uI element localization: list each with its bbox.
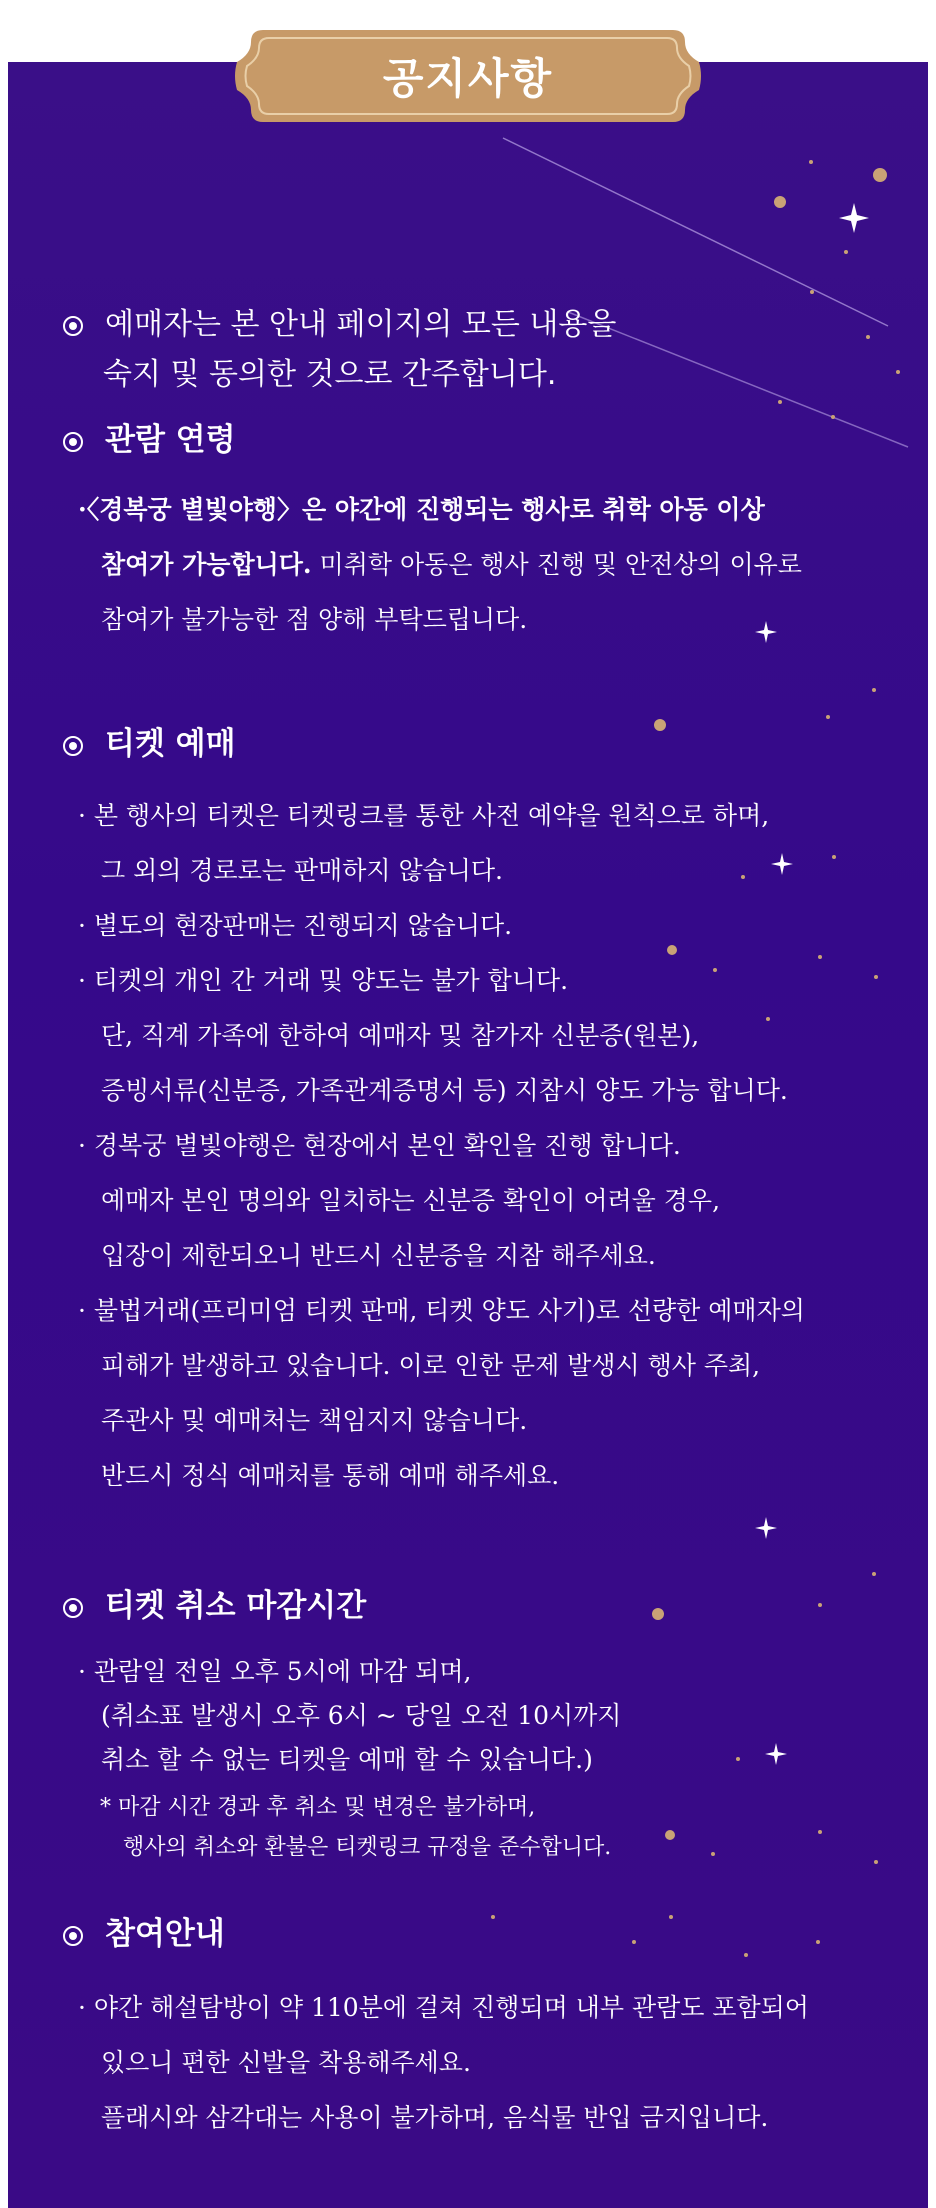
section-body-ticket [78, 788, 898, 1503]
ticket-line: · 티켓의 개인 간 거래 및 양도는 불가 합니다. [78, 966, 569, 995]
ticket-line: 그 외의 경로로는 판매하지 않습니다. [101, 856, 503, 885]
ticket-line: · 별도의 현장판매는 진행되지 않습니다. [78, 911, 513, 940]
ticket-line: 단, 직계 가족에 한하여 예매자 및 참가자 신분증(원본), [101, 1021, 700, 1050]
cancel-line: (취소표 발생시 오후 6시 ~ 당일 오전 10시까지 [101, 1701, 622, 1730]
age-notice-rest: 미취학 아동은 행사 진행 및 안전상의 이유로 [311, 550, 802, 579]
cancel-note-line: * 마감 시간 경과 후 취소 및 변경은 불가하며, [100, 1795, 536, 1820]
ticket-line: 증빙서류(신분증, 가족관계증명서 등) 지참시 양도 가능 합니다. [101, 1076, 788, 1105]
cancel-note-line: 행사의 취소와 환불은 티켓링크 규정을 준수합니다. [123, 1835, 612, 1860]
ticket-line: · 불법거래(프리미엄 티켓 판매, 티켓 양도 사기)로 선량한 예매자의 [78, 1296, 805, 1325]
ticket-line: · 본 행사의 티켓은 티켓링크를 통한 사전 예약을 원칙으로 하며, [78, 801, 770, 830]
cancel-note [100, 1788, 880, 1868]
circle-bullet-icon [63, 432, 83, 452]
circle-bullet-icon [63, 316, 83, 336]
section-heading-age: 관람 연령 [63, 414, 236, 459]
age-notice-line-3: 참여가 불가능한 점 양해 부탁드립니다. [101, 605, 528, 634]
cancel-line: 취소 할 수 없는 티켓을 예매 할 수 있습니다.) [101, 1745, 593, 1774]
circle-bullet-icon [63, 1598, 83, 1618]
guide-line: 있으니 편한 신발을 착용해주세요. [101, 2048, 471, 2077]
age-notice-bold-2: 참여가 가능합니다. [101, 550, 312, 579]
circle-bullet-icon [63, 1926, 83, 1946]
section-heading-ticket: 티켓 예매 [63, 718, 236, 763]
cancel-line: · 관람일 전일 오후 5시에 마감 되며, [78, 1657, 472, 1686]
ticket-line: · 경복궁 별빛야행은 현장에서 본인 확인을 진행 합니다. [78, 1131, 681, 1160]
intro-line-1: 예매자는 본 안내 페이지의 모든 내용을 [105, 307, 617, 342]
ticket-line: 피해가 발생하고 있습니다. 이로 인한 문제 발생시 행사 주최, [101, 1351, 761, 1380]
ticket-line: 입장이 제한되오니 반드시 신분증을 지참 해주세요. [101, 1241, 656, 1270]
page-title: 공지사항 [382, 54, 554, 103]
ticket-line: 주관사 및 예매처는 책임지지 않습니다. [101, 1406, 528, 1435]
section-body-age [78, 482, 898, 647]
section-heading-guide: 참여안내 [63, 1908, 225, 1953]
age-notice-bold-1: ·〈경복궁 별빛야행〉은 야간에 진행되는 행사로 취학 아동 이상 [78, 495, 765, 524]
section-body-cancel [78, 1650, 898, 1782]
notice-panel [8, 62, 928, 2208]
intro-statement [63, 300, 883, 400]
circle-bullet-icon [63, 736, 83, 756]
intro-line-2: 숙지 및 동의한 것으로 간주합니다. [103, 357, 557, 392]
ticket-line: 예매자 본인 명의와 일치하는 신분증 확인이 어려울 경우, [101, 1186, 721, 1215]
section-heading-cancel: 티켓 취소 마감시간 [63, 1580, 366, 1625]
guide-line: 플래시와 삼각대는 사용이 불가하며, 음식물 반입 금지입니다. [101, 2103, 769, 2132]
title-plate [233, 22, 703, 130]
guide-line: · 야간 해설탐방이 약 110분에 걸쳐 진행되며 내부 관람도 포함되어 [78, 1993, 809, 2022]
ticket-line: 반드시 정식 예매처를 통해 예매 해주세요. [101, 1461, 560, 1490]
section-body-guide [78, 1980, 898, 2145]
